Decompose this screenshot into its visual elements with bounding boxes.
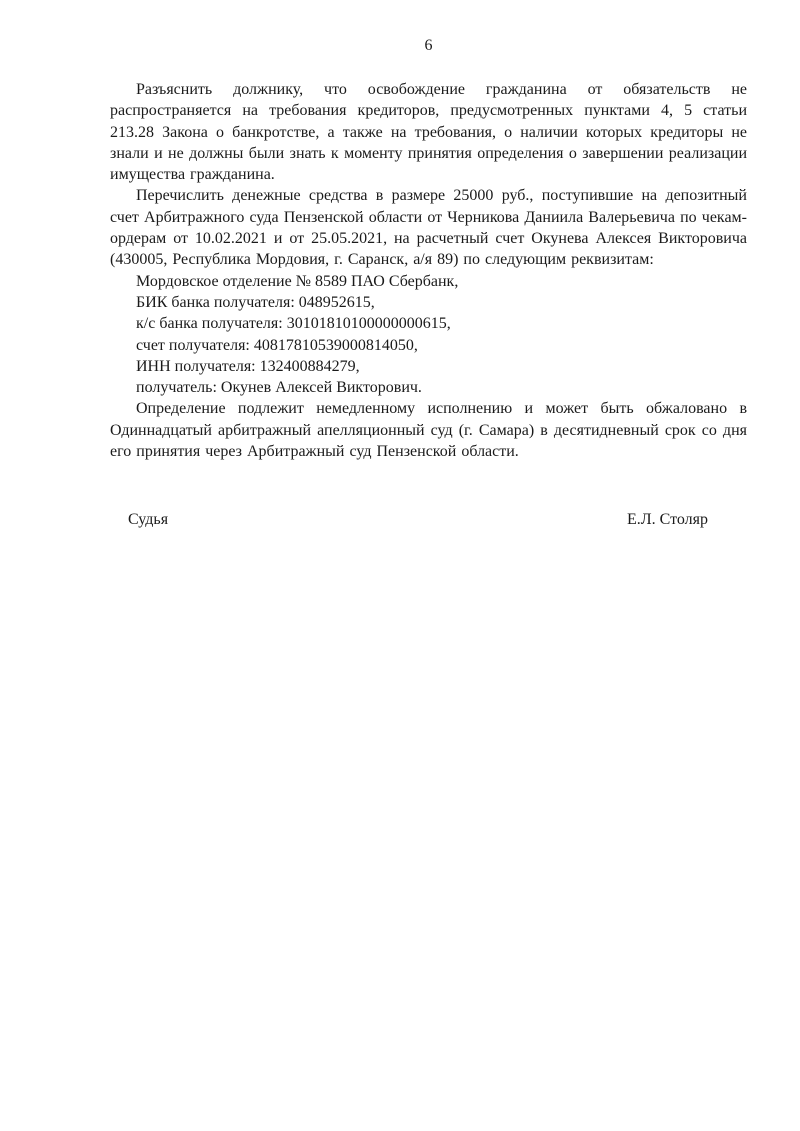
signature-role: Судья (128, 511, 169, 529)
requisite-account: счет получателя: 40817810539000814050, (136, 336, 418, 354)
requisite-bik: БИК банка получателя: 048952615, (136, 293, 375, 311)
page-number: 6 (424, 37, 433, 54)
requisite-recipient: получатель: Окунев Алексей Викторович. (136, 379, 422, 397)
requisite-bank-branch: Мордовское отделение № 8589 ПАО Сбербанк, (136, 272, 459, 290)
paragraph-funds-transfer: Перечислить денежные средства в размере 25000 руб., поступившие на депозитный счет Арбитражного суда Пензенской области от Черникова Даниила Валерьевича по чекам-ордерам от 10.02.2021 и от 25.05.2021, на расчетный счет Окунева Алексея Викторовича (430005, Республика Мордовия, г. Саранск, а/я 89) по следующим реквизитам: (110, 187, 747, 269)
signature-block (110, 509, 747, 530)
document-content (110, 0, 747, 531)
signature-name: Е.Л. Столяр (627, 511, 708, 529)
requisite-inn: ИНН получателя: 132400884279, (136, 357, 360, 375)
paragraph-debt-release: Разъяснить должнику, что освобождение гражданина от обязательств не распространяется на требования кредиторов, предусмотренных пунктами 4, 5 статьи 213.28 Закона о банкротстве, а также на требования, о наличии которых кредиторы не знали и не должны были знать к моменту принятия определения о завершении реализации имущества гражданина. (110, 81, 747, 184)
bank-requisites-list (110, 271, 747, 399)
requisite-corr-account: к/с банка получателя: 30101810100000000615, (136, 315, 451, 333)
paragraph-appeal-terms: Определение подлежит немедленному исполнению и может быть обжаловано в Одиннадцатый арбитражный апелляционный суд (г. Самара) в десятидневный срок со дня его принятия через Арбитражный суд Пензенской области. (110, 400, 747, 461)
